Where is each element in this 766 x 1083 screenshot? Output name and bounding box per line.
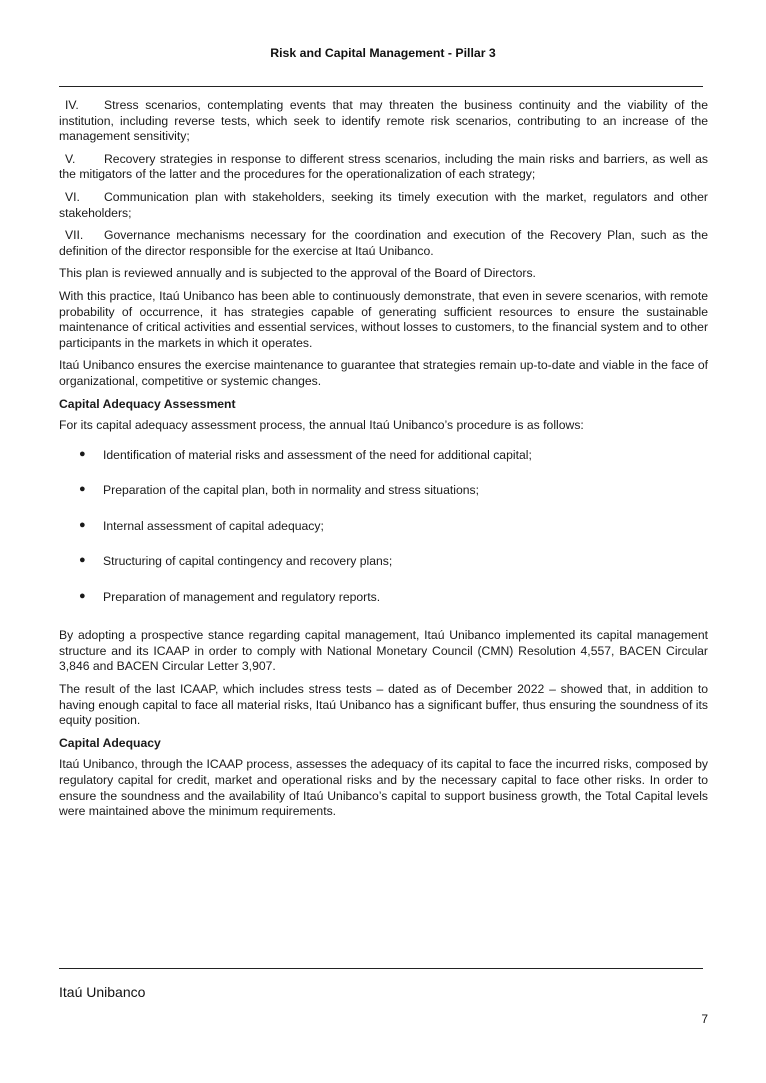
list-item: [59, 448, 708, 484]
page-header-title: Risk and Capital Management - Pillar 3: [270, 46, 496, 60]
item-text: Recovery strategies in response to different stress scenarios, including the main risks and barriers, as well as the mitigators of the latter and the procedures for the operationalization of each strategy;: [59, 151, 708, 182]
bullet-icon: ●: [79, 447, 86, 460]
list-item-text: Internal assessment of capital adequacy;: [103, 518, 324, 533]
assessment-bullet-list: [59, 448, 708, 626]
bullet-icon: ●: [79, 589, 86, 602]
item-numeral: V.: [65, 151, 76, 166]
item-text: Governance mechanisms necessary for the coordination and execution of the Recovery Plan, such as the definition of the director responsible for the exercise at Itaú Unibanco.: [59, 228, 708, 258]
recovery-item: [59, 152, 708, 183]
list-item: [59, 554, 708, 590]
recovery-item: [59, 190, 708, 221]
list-item: [59, 483, 708, 519]
capital-adequacy-paragraph: Itaú Unibanco, through the ICAAP process, assesses the adequacy of its capital to face the incurred risks, composed by regulatory capital for credit, market and operational risks and by the necessary capital to face other risks. In order to ensure the soundness and the availability of Itaú Unibanco’s capital to support business growth, the Total Capital levels were maintained above the minimum requirements.: [59, 757, 708, 819]
icaap-result-paragraph: The result of the last ICAAP, which includes stress tests – dated as of December 2022 – showed that, in addition to having enough capital to face all material risks, Itaú Unibanco has a significant buffer, thus ensuring the soundness of its equity position.: [59, 681, 708, 728]
practice-paragraph: With this practice, Itaú Unibanco has been able to continuously demonstrate, that even in severe scenarios, with remote probability of occurrence, it has strategies capable of generating sufficient resources to ensure the sustainable maintenance of critical activities and essential services, without losses to customers, to the financial system and to other participants in the markets in which it operates.: [59, 288, 708, 350]
item-numeral: VI.: [65, 189, 80, 204]
plan-review-paragraph: This plan is reviewed annually and is subjected to the approval of the Board of Directors.: [59, 266, 536, 281]
bullet-icon: ●: [79, 483, 86, 496]
bullet-icon: ●: [79, 518, 86, 531]
recovery-item: [59, 228, 708, 259]
list-item-text: Preparation of management and regulatory reports.: [103, 589, 381, 604]
section-title-capital-adequacy-assessment: Capital Adequacy Assessment: [59, 396, 236, 411]
list-item-text: Structuring of capital contingency and recovery plans;: [103, 554, 393, 569]
footer-divider: [59, 968, 703, 969]
list-item: [59, 519, 708, 555]
list-item: [59, 590, 708, 626]
document-body: [59, 98, 708, 827]
section-title-capital-adequacy: Capital Adequacy: [59, 735, 161, 750]
recovery-item: [59, 98, 708, 145]
maintenance-paragraph: Itaú Unibanco ensures the exercise maintenance to guarantee that strategies remain up-to-date and viable in the face of organizational, competitive or systemic changes.: [59, 358, 708, 388]
list-item-text: Identification of material risks and assessment of the need for additional capital;: [103, 447, 532, 462]
prospective-paragraph: By adopting a prospective stance regarding capital management, Itaú Unibanco implemented its capital management structure and its ICAAP in order to comply with National Monetary Council (CMN) Resolution 4,557, BACEN Circular 3,846 and BACEN Circular Letter 3,907.: [59, 628, 708, 674]
item-numeral: IV.: [65, 98, 79, 112]
item-text: Stress scenarios, contemplating events that may threaten the business continuity and the viability of the institution, including reverse tests, which seek to identify remote risk scenarios, contributing to an increase of the management sensitivity;: [59, 98, 708, 144]
item-numeral: VII.: [65, 228, 84, 243]
footer-company-name: Itaú Unibanco: [59, 984, 146, 1000]
bullet-icon: ●: [79, 554, 86, 567]
page-number: 7: [701, 1012, 708, 1026]
header-divider: [59, 86, 703, 87]
list-item-text: Preparation of the capital plan, both in normality and stress situations;: [103, 483, 479, 498]
assessment-intro: For its capital adequacy assessment process, the annual Itaú Unibanco’s procedure is as follows:: [59, 418, 584, 433]
item-text: Communication plan with stakeholders, seeking its timely execution with the market, regulators and other stakeholders;: [59, 189, 708, 220]
